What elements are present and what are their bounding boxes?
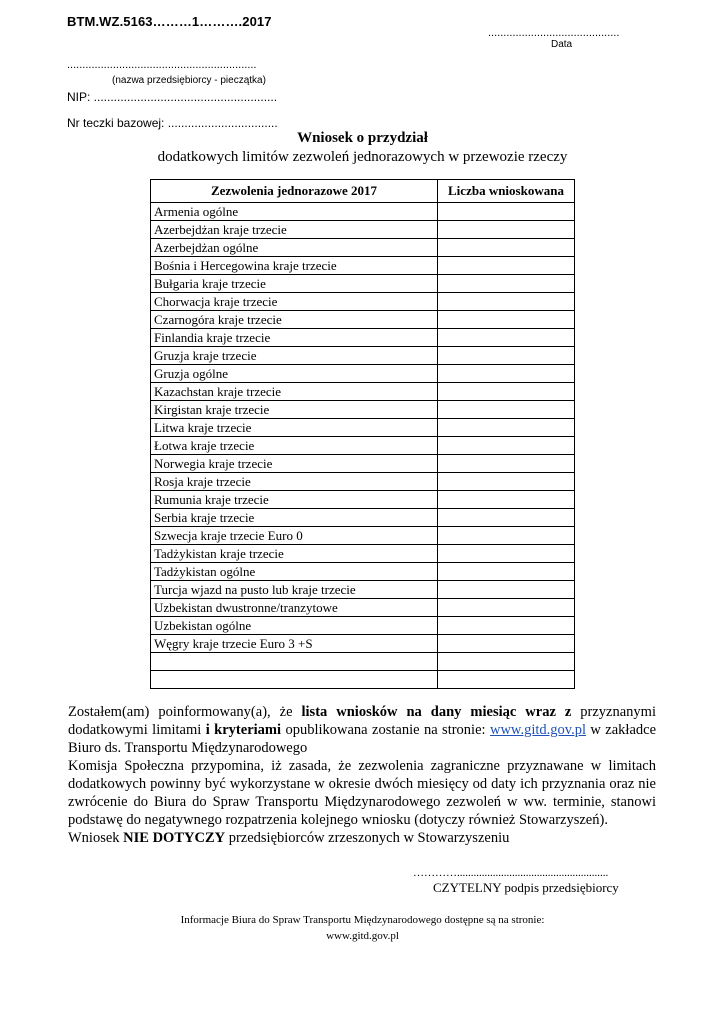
permit-type-cell <box>151 653 438 671</box>
permit-type-cell: Węgry kraje trzecie Euro 3 +S <box>151 635 438 653</box>
table-header-row <box>151 180 575 203</box>
requested-count-cell[interactable] <box>438 203 575 221</box>
table-row <box>151 437 575 455</box>
requested-count-cell[interactable] <box>438 635 575 653</box>
info-text: przyznanymi dodatkowymi limitami <box>68 704 656 738</box>
requested-count-cell[interactable] <box>438 581 575 599</box>
info-paragraph-not-applicable <box>68 829 656 847</box>
requested-count-cell[interactable] <box>438 617 575 635</box>
table-row <box>151 491 575 509</box>
requested-count-cell[interactable] <box>438 311 575 329</box>
permit-type-cell: Kazachstan kraje trzecie <box>151 383 438 401</box>
requested-count-cell[interactable] <box>438 329 575 347</box>
permit-type-cell: Gruzja ogólne <box>151 365 438 383</box>
permit-type-cell: Kirgistan kraje trzecie <box>151 401 438 419</box>
permit-type-cell: Serbia kraje trzecie <box>151 509 438 527</box>
requested-count-cell[interactable] <box>438 473 575 491</box>
table-row <box>151 473 575 491</box>
permit-type-cell: Tadżykistan ogólne <box>151 563 438 581</box>
column-header-requested-count: Liczba wnioskowana <box>438 180 575 203</box>
requested-count-cell[interactable] <box>438 275 575 293</box>
permit-type-cell: Finlandia kraje trzecie <box>151 329 438 347</box>
footer-line: Informacje Biura do Spraw Transportu Międzynarodowego dostępne są na stronie: <box>180 914 545 926</box>
column-header-permits: Zezwolenia jednorazowe 2017 <box>151 180 438 203</box>
requested-count-cell[interactable] <box>438 527 575 545</box>
date-field: ........................................... <box>488 27 620 39</box>
info-text: opublikowana zostanie na stronie: <box>281 722 490 738</box>
table-row <box>151 653 575 671</box>
permit-type-cell: Bułgaria kraje trzecie <box>151 275 438 293</box>
gitd-website-link[interactable]: www.gitd.gov.pl <box>489 722 586 738</box>
table-row <box>151 221 575 239</box>
table-row <box>151 365 575 383</box>
permit-type-cell: Azerbejdżan kraje trzecie <box>151 221 438 239</box>
table-row <box>151 239 575 257</box>
info-paragraph-publication <box>68 703 656 757</box>
table-row <box>151 401 575 419</box>
table-row <box>151 257 575 275</box>
information-text <box>68 703 656 847</box>
table-row <box>151 617 575 635</box>
permit-type-cell <box>151 671 438 689</box>
table-row <box>151 275 575 293</box>
table-row <box>151 329 575 347</box>
requested-count-cell[interactable] <box>438 239 575 257</box>
table-row <box>151 509 575 527</box>
permit-type-cell: Gruzja kraje trzecie <box>151 347 438 365</box>
permit-type-cell: Turcja wjazd na pusto lub kraje trzecie <box>151 581 438 599</box>
table-row <box>151 563 575 581</box>
permit-type-cell: Tadżykistan kraje trzecie <box>151 545 438 563</box>
document-title: Wniosek o przydział <box>297 130 428 146</box>
permit-type-cell: Rumunia kraje trzecie <box>151 491 438 509</box>
table-row <box>151 527 575 545</box>
company-name-label: (nazwa przedsiębiorcy - pieczątka) <box>112 75 266 86</box>
permit-type-cell: Łotwa kraje trzecie <box>151 437 438 455</box>
table-row <box>151 203 575 221</box>
requested-count-cell[interactable] <box>438 653 575 671</box>
requested-count-cell[interactable] <box>438 545 575 563</box>
info-text: Zostałem(am) poinformowany(a), że <box>68 704 302 720</box>
requested-count-cell[interactable] <box>438 347 575 365</box>
requested-count-cell[interactable] <box>438 419 575 437</box>
table-row <box>151 671 575 689</box>
signature-label: CZYTELNY podpis przedsiębiorcy <box>433 880 619 895</box>
requested-count-cell[interactable] <box>438 455 575 473</box>
requested-count-cell[interactable] <box>438 221 575 239</box>
requested-count-cell[interactable] <box>438 563 575 581</box>
permit-type-cell: Szwecja kraje trzecie Euro 0 <box>151 527 438 545</box>
document-subtitle: dodatkowych limitów zezwoleń jednorazowych w przewozie rzeczy <box>157 149 568 165</box>
permit-type-cell: Norwegia kraje trzecie <box>151 455 438 473</box>
signature-field: …………....................................................... <box>413 867 609 879</box>
table-row <box>151 635 575 653</box>
requested-count-cell[interactable] <box>438 509 575 527</box>
permit-type-cell: Rosja kraje trzecie <box>151 473 438 491</box>
requested-count-cell[interactable] <box>438 365 575 383</box>
requested-count-cell[interactable] <box>438 437 575 455</box>
requested-count-cell[interactable] <box>438 383 575 401</box>
requested-count-cell[interactable] <box>438 257 575 275</box>
info-bold-text: NIE DOTYCZY <box>123 830 226 846</box>
table-row <box>151 545 575 563</box>
reference-number: BTM.WZ.5163………1……….2017 <box>67 14 272 29</box>
table-row <box>151 347 575 365</box>
permit-type-cell: Litwa kraje trzecie <box>151 419 438 437</box>
requested-count-cell[interactable] <box>438 491 575 509</box>
table-row <box>151 599 575 617</box>
info-text: Wniosek <box>68 830 124 846</box>
permit-type-cell: Uzbekistan ogólne <box>151 617 438 635</box>
requested-count-cell[interactable] <box>438 671 575 689</box>
footer-url[interactable]: www.gitd.gov.pl <box>326 930 399 942</box>
info-paragraph-commission: Komisja Społeczna przypomina, iż zasada, że zezwolenia zagraniczne przyznawane w limitach dodatkowych powinny być wykorzystane w okresie dwóch miesięcy od daty ich przyznania oraz nie zwrócenie do Biura do Spraw Transportu Międzynarodowego zezwoleń w ww. terminie, stanowi podstawę do negatywnego rozpatrzenia kolejnego wniosku (dotyczy również Stowarzyszeń). <box>68 758 656 828</box>
permit-type-cell: Czarnogóra kraje trzecie <box>151 311 438 329</box>
table-row <box>151 455 575 473</box>
permits-table <box>150 179 575 689</box>
company-name-field: .............................................................. <box>67 59 257 71</box>
permit-type-cell: Azerbejdżan ogólne <box>151 239 438 257</box>
table-row <box>151 581 575 599</box>
permit-type-cell: Bośnia i Hercegowina kraje trzecie <box>151 257 438 275</box>
permit-type-cell: Uzbekistan dwustronne/tranzytowe <box>151 599 438 617</box>
table-row <box>151 383 575 401</box>
table-row <box>151 419 575 437</box>
date-label: Data <box>551 39 573 50</box>
requested-count-cell[interactable] <box>438 401 575 419</box>
table-row <box>151 311 575 329</box>
permit-type-cell: Chorwacja kraje trzecie <box>151 293 438 311</box>
info-bold-text: lista wniosków na dany miesiąc wraz z <box>301 704 572 720</box>
nip-field: NIP: ....................................................... <box>67 90 278 104</box>
info-text: przedsiębiorców zrzeszonych w Stowarzyszeniu <box>225 830 510 846</box>
permit-type-cell: Armenia ogólne <box>151 203 438 221</box>
footer-note <box>0 912 725 944</box>
requested-count-cell[interactable] <box>438 293 575 311</box>
info-bold-text: i kryteriami <box>205 722 282 738</box>
info-text: w zakładce Biuro ds. Transportu Międzynarodowego <box>68 722 657 756</box>
requested-count-cell[interactable] <box>438 599 575 617</box>
permits-table-body <box>151 203 575 689</box>
base-folder-number-field: Nr teczki bazowej: ................................. <box>67 116 278 130</box>
table-row <box>151 293 575 311</box>
